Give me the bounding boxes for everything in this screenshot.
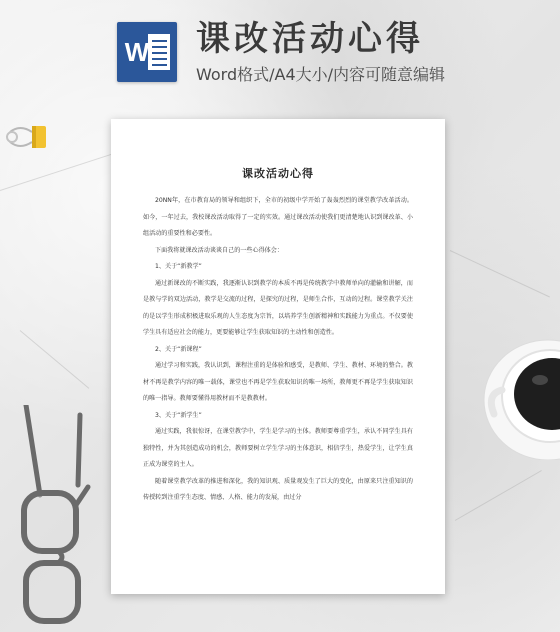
glasses-icon	[18, 405, 104, 630]
marble-vein	[20, 330, 90, 389]
binder-clip-icon	[6, 122, 50, 152]
marble-vein	[450, 250, 550, 297]
page-subtitle: Word格式/A4大小/内容可随意编辑	[196, 65, 446, 84]
section-heading: 2、关于“新课程”	[155, 345, 202, 353]
marble-vein	[455, 470, 542, 521]
word-icon	[117, 22, 177, 82]
coffee-cup-icon	[480, 330, 560, 460]
page-title: 课改活动心得	[196, 19, 424, 59]
paragraph: 随着课堂教学改革的推进和深化，我的知识观、质量观发生了巨大的变化，由原来只注重知识的传授转到注重学生态度、情感、人格、能力的发展，由过分	[143, 477, 413, 501]
paragraph: 20NN年，在市教育局的领导和组织下，全市的初级中学开始了轰轰烈烈的课堂教学改革活动。如今，一年过去，我校课改活动取得了一定的实效。通过课改活动使我们更清楚地认识到课改革、小组活动的重要性和必要性。	[143, 197, 413, 237]
section-heading: 1、关于“新教学”	[155, 263, 202, 270]
paragraph: 下面我将就课改活动谈谈自己的一些心得体会：	[155, 246, 283, 254]
document-sheet	[111, 119, 445, 594]
section-heading: 3、关于“新学生”	[155, 411, 202, 419]
paragraph: 通过学习和实践，我认识到，课程注重的是体验和感受，是教师、学生、教材、环境的整合。教材不再是教学内容的唯一载体，课堂也不再是学生获取知识的唯一场所，教师更不再是学生获取知识的唯一指导。教师要懂得用教材而不是教教材。	[143, 362, 413, 402]
document-body	[143, 193, 413, 507]
word-doc-shape	[148, 34, 170, 70]
word-icon-letter: W	[124, 37, 150, 67]
marble-vein	[0, 153, 114, 191]
document-title: 课改活动心得	[242, 167, 314, 180]
paragraph: 通过实践，我很惊讶，在课堂教学中，学生是学习的主体。教师要尊重学生，承认不同学生具有独特性，并为其创造成功的机会，教师要树立学生学习的主体意识，相信学生，热爱学生，让学生真正成为课堂的主人。	[143, 428, 413, 468]
paragraph: 通过新课改的不断实践，我逐渐认识到教学的本质不再是传统教学中教师单向的灌输和讲解，而是教与学的双边活动，教学是交流的过程，是探究的过程，是师生合作，互动的过程。课堂教学关注的是以学生形成积极进取乐观的人生态度为宗旨，以培养学生创新精神和实践能力为重点。不仅要使学生具有适应社会的能力，更要能够让学生获取知识的主动性和创造性。	[143, 279, 413, 336]
